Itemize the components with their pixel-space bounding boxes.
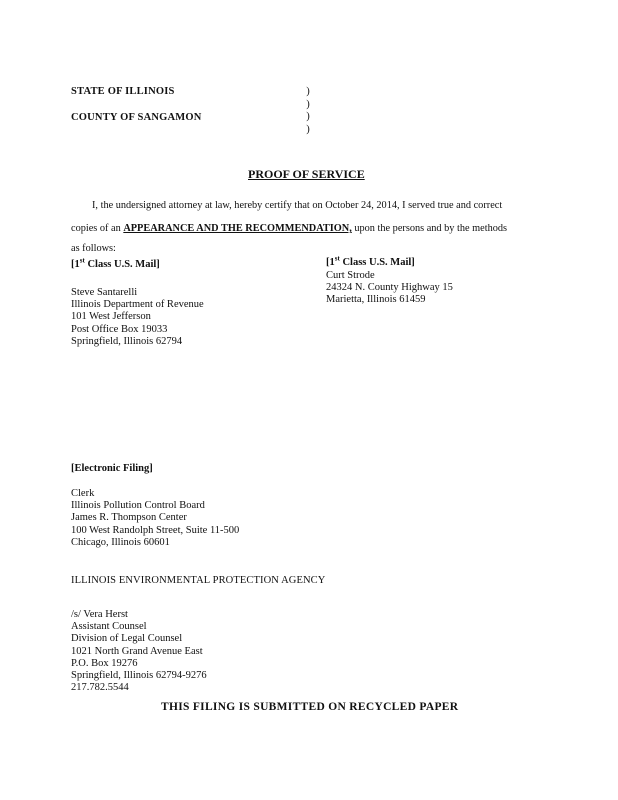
address-line: 100 West Randolph Street, Suite 11-500 xyxy=(71,524,240,536)
signature-line: Division of Legal Counsel xyxy=(71,633,183,645)
address-line: James R. Thompson Center xyxy=(71,512,187,524)
state-caption: STATE OF ILLINOIS xyxy=(71,86,175,97)
caption-brackets xyxy=(304,86,312,136)
address-line: 101 West Jefferson xyxy=(71,311,151,323)
service-address-left xyxy=(71,287,204,348)
method-sup: st xyxy=(334,254,340,263)
method-sup: st xyxy=(79,256,85,265)
service-method-left xyxy=(71,256,160,271)
page-title: PROOF OF SERVICE xyxy=(248,167,365,181)
service-address-electronic xyxy=(71,488,239,549)
signature-line: P.O. Box 19276 xyxy=(71,657,138,669)
address-line: Illinois Department of Revenue xyxy=(71,299,204,311)
recycled-paper-notice: THIS FILING IS SUBMITTED ON RECYCLED PAPER xyxy=(161,701,459,713)
signature-byline: /s/ Vera Herst xyxy=(71,609,128,620)
bracket: ) xyxy=(306,86,310,97)
address-line: 24324 N. County Highway 15 xyxy=(326,282,453,294)
body-line-3: as follows: xyxy=(71,243,116,254)
address-line: Post Office Box 19033 xyxy=(71,323,168,335)
bracket: ) xyxy=(306,111,310,122)
method-close: Class U.S. Mail] xyxy=(339,257,415,268)
service-method-right xyxy=(326,254,415,269)
signature-line: Assistant Counsel xyxy=(71,621,147,633)
method-open: [1 xyxy=(326,257,335,268)
signature-line: Springfield, Illinois 62794-9276 xyxy=(71,670,207,682)
agency-name: ILLINOIS ENVIRONMENTAL PROTECTION AGENCY xyxy=(71,575,326,586)
address-line: Clerk xyxy=(71,488,95,499)
service-address-right xyxy=(326,270,453,307)
address-line: Illinois Pollution Control Board xyxy=(71,500,205,512)
county-caption: COUNTY OF SANGAMON xyxy=(71,112,202,123)
body-line-2 xyxy=(71,222,507,235)
bracket: ) xyxy=(306,98,310,110)
document-name: APPEARANCE AND THE RECOMMENDATION, xyxy=(123,223,352,234)
address-line: Springfield, Illinois 62794 xyxy=(71,335,183,347)
signature-line: 217.782.5544 xyxy=(71,682,129,694)
body-line-2-pre: copies of an xyxy=(71,223,124,234)
address-line: Curt Strode xyxy=(326,270,375,281)
bracket: ) xyxy=(306,123,310,135)
address-line: Marietta, Illinois 61459 xyxy=(326,294,426,306)
address-line: Chicago, Illinois 60601 xyxy=(71,536,170,548)
address-line: Steve Santarelli xyxy=(71,287,138,298)
body-line-1: I, the undersigned attorney at law, hereby certify that on October 24, 2014, I served true and correct xyxy=(92,200,503,211)
signature-block xyxy=(71,609,207,694)
body-line-2-post: upon the persons and by the methods xyxy=(351,223,508,234)
method-close: Class U.S. Mail] xyxy=(84,259,160,270)
method-open: [1 xyxy=(71,259,80,270)
signature-line: 1021 North Grand Avenue East xyxy=(71,645,203,657)
service-method-electronic: [Electronic Filing] xyxy=(71,463,153,474)
